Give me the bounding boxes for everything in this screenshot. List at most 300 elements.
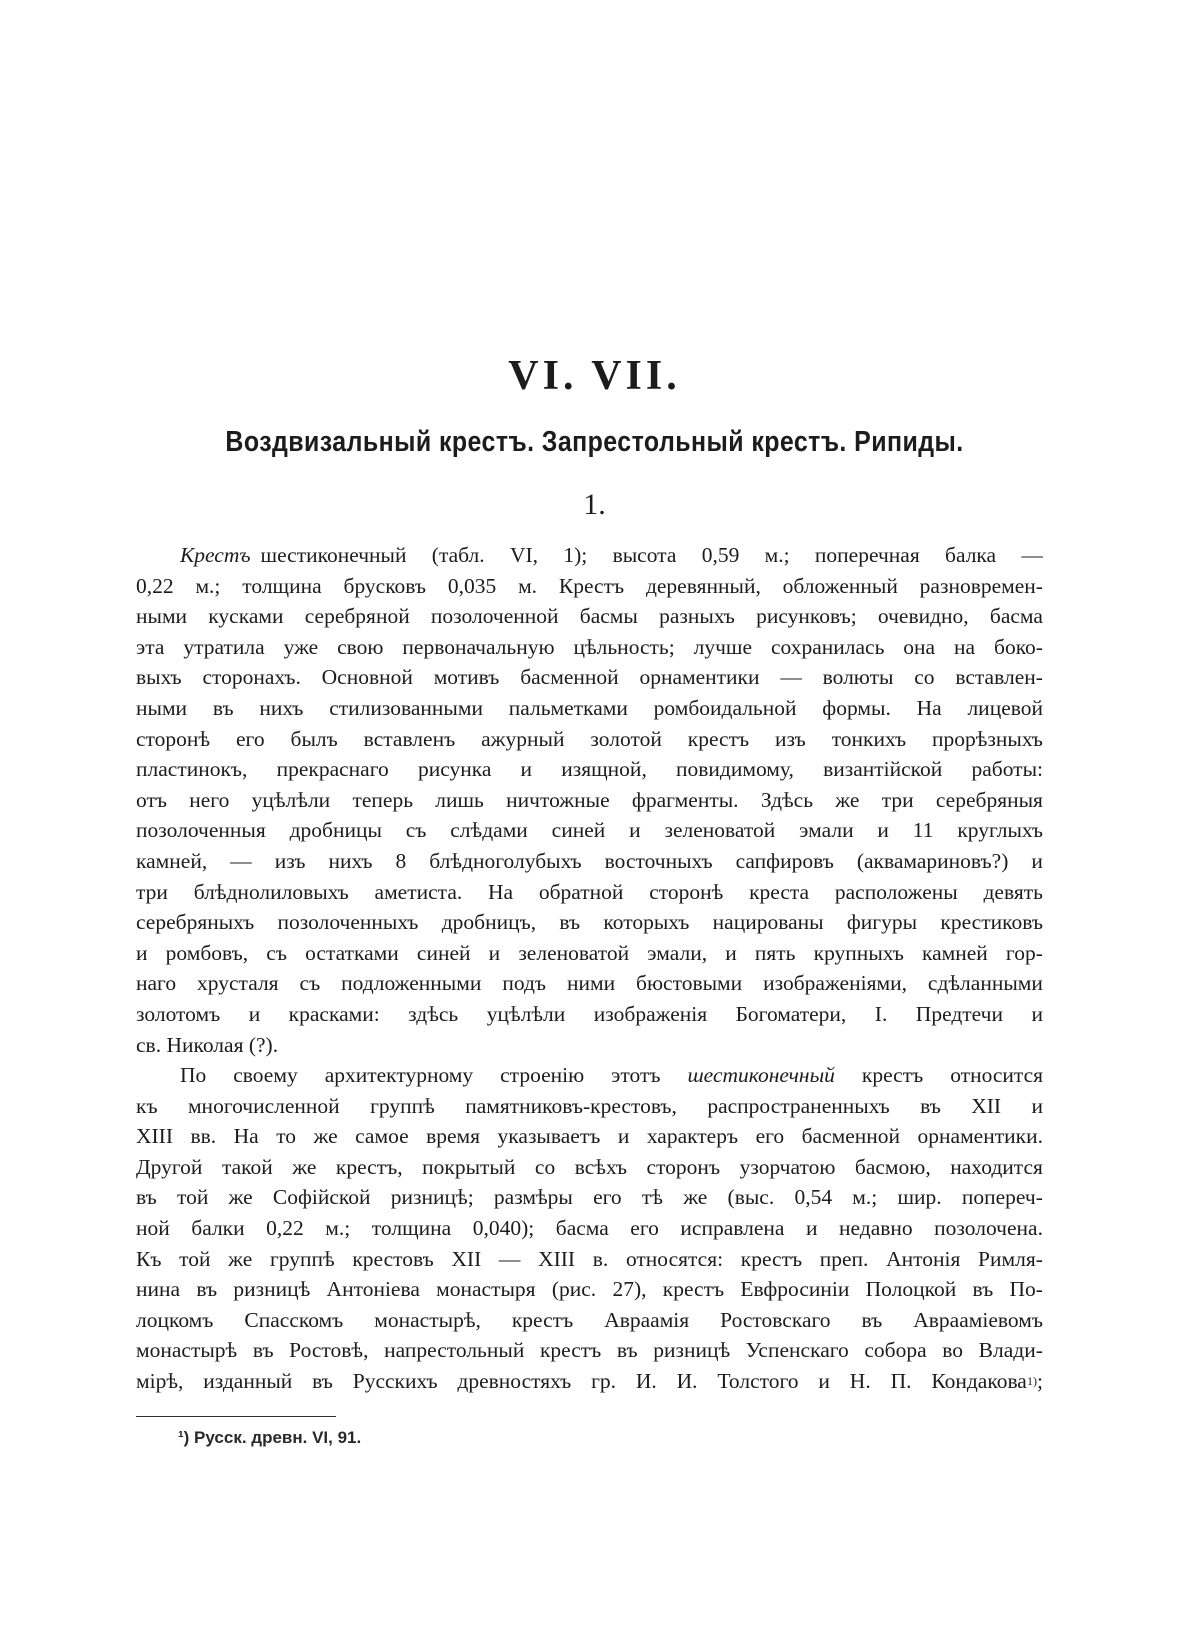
word: въ [861,1307,883,1332]
word: размѣры [493,1185,573,1210]
word: съ [266,940,287,965]
text-line [136,1121,1043,1152]
word: крупныхъ [813,940,904,965]
word: басменной [801,1124,901,1149]
word: 0,035 [447,573,497,598]
word: характеръ [646,1124,739,1149]
word: всѣхъ [574,1154,628,1179]
word: 0,040); [472,1216,535,1241]
text-line [136,632,1043,663]
word: и [248,1001,261,1026]
text-line [136,1244,1043,1275]
word: монастырѣ, [374,1307,481,1332]
word: изъ [274,848,306,873]
word: съ [299,971,321,996]
footnote: ¹) Русск. древн. VI, 91. [178,1428,362,1447]
word: относится [950,1063,1043,1088]
text-line [136,999,1043,1030]
word: блѣднолиловыхъ [193,879,349,904]
word: На [916,695,942,720]
word: кусками [208,604,284,629]
word: 27), [612,1277,647,1302]
word: Русскихъ [352,1369,438,1394]
word: пальметками [508,695,628,720]
word: вставлен- [955,665,1043,690]
word: серебряныхъ [136,910,255,935]
word: 0,59 [701,543,740,567]
text-line [136,1366,1043,1397]
word: въ [136,1185,157,1210]
text-line [136,1305,1043,1336]
word: нихъ [328,848,373,873]
word: памятниковъ-крестовъ, [465,1093,677,1118]
word: камней, [136,848,208,873]
word: 0,22 [266,1216,304,1241]
word: былъ [290,726,338,751]
text-line [136,907,1043,938]
word: утратила [183,634,265,659]
word: свою [337,634,384,659]
text-line [136,1152,1043,1183]
text-line [136,1335,1043,1366]
line-end: ; [1037,1369,1043,1394]
word: она [903,634,936,659]
word: ными [136,604,188,629]
word: позолоченныя [136,818,266,843]
word: этотъ [611,1063,661,1088]
word: Крестъ [558,573,625,598]
text-line [136,724,1043,755]
word: И. [635,1369,657,1394]
body-text [136,540,1043,1397]
word: лицевой [967,695,1043,720]
word: и [629,818,641,843]
word: въ [616,1338,638,1363]
word: самое [355,1124,409,1149]
word: сторонахъ. [202,665,301,690]
word: басмою, [854,1154,931,1179]
word: покрытый [422,1154,516,1179]
word: ромбовъ, [165,940,249,965]
word: и [877,818,889,843]
word: Римля- [978,1246,1043,1271]
word: въ [559,910,581,935]
word: 8 [395,848,407,873]
word: со [534,1154,556,1179]
word: сохранилась [770,634,885,659]
word: Авраамiевомъ [913,1307,1043,1332]
word: здѣсь [408,1001,459,1026]
word: въ [312,1369,333,1394]
word: ризницѣ [233,1277,311,1302]
word: дробницы [289,818,382,843]
emphasized-word: шестиконечный [687,1063,835,1088]
word: рисунковъ; [756,604,857,629]
word: восточныхъ [604,848,713,873]
word: той [176,1185,209,1210]
word: деревянный, [645,573,761,598]
word: которыхъ [603,910,690,935]
word: зеленоватой [518,940,630,965]
word: него [189,787,230,812]
word: синей [416,940,471,965]
word: и [1031,1001,1043,1026]
word: аметиста. [374,879,463,904]
word: и [818,1369,830,1394]
word: XII [971,1093,1002,1118]
word: три [881,787,914,812]
word: серебряной [304,604,410,629]
word: По [180,1063,207,1088]
word: той [179,1246,211,1271]
word: время [426,1124,481,1149]
word: попереч- [961,1185,1043,1210]
word: I. [874,1001,888,1026]
word: крестъ [662,1277,725,1302]
text-line [136,1213,1043,1244]
word: эта [136,634,165,659]
word: первоначальную [402,634,555,659]
word: строенію [500,1063,585,1088]
text-line [136,968,1043,999]
word: ризницѣ; [390,1185,474,1210]
footnote-divider [136,1416,336,1417]
word: въ [972,1277,994,1302]
word: крестиковъ [940,910,1043,935]
word: (аквамариновъ?) [856,848,1009,873]
word: мотивъ [433,665,500,690]
word: остатками [305,940,399,965]
word: гор- [1005,940,1043,965]
word: золотой [590,726,662,751]
word: басма [555,1216,609,1241]
word: шир. [897,1185,942,1210]
word: и [136,940,148,965]
text-line-rest [261,540,1043,571]
word: же [228,1246,253,1271]
word: нихъ [259,695,304,720]
word: П. [890,1369,912,1394]
word: изображенія [593,1001,708,1026]
text-line [136,877,1043,908]
word: сторонъ [646,1154,721,1179]
word: зеленоватой [664,818,776,843]
word: группѣ [370,1093,435,1118]
word: крестовъ [352,1246,434,1271]
word: въ [920,1093,941,1118]
word: боко- [994,634,1043,659]
word: стилизованными [329,695,483,720]
word: такой [221,1154,273,1179]
word: басмы [579,604,638,629]
word: и [805,1216,818,1241]
text-line [136,1060,1043,1091]
word: и [520,757,533,782]
word: крестъ [539,1338,602,1363]
word: м.; [764,543,790,567]
word: со [914,665,935,690]
word: исправлена [680,1216,785,1241]
word: золотомъ [136,1001,221,1026]
word: группѣ [269,1246,335,1271]
word: обложенный [782,573,898,598]
text-line [136,540,1043,571]
word: поперечная [814,543,920,567]
word: Ростовѣ, [289,1338,369,1363]
word: монастыря [436,1277,536,1302]
word: лучше [693,634,753,659]
word: позолочена. [934,1216,1043,1241]
word: уцѣлѣли [486,1001,566,1026]
word: м.; [852,1185,878,1210]
word: брусковъ [343,573,427,598]
word: отъ [136,787,167,812]
word: крестъ [861,1063,924,1088]
word: сдѣланными [927,971,1043,996]
section-number: 1. [583,488,606,521]
text-line [136,1274,1043,1305]
word: м. [518,573,538,598]
word: уцѣлѣли [251,787,331,812]
word: синей [551,818,606,843]
word: ной [136,1216,170,1241]
word: три [136,879,168,904]
word: выхъ [136,665,182,690]
text-line [136,693,1043,724]
text-line [136,938,1043,969]
word: красками: [288,1001,380,1026]
word: пластинокъ, [136,757,248,782]
word: разновремен- [919,573,1043,598]
word: нацированы [712,910,824,935]
word: цѣльность; [573,634,675,659]
word: Къ [136,1246,162,1271]
text-line [136,815,1043,846]
word: Основной [321,665,413,690]
word: теперь [352,787,413,812]
text-line [136,1182,1043,1213]
word: въ [252,1338,274,1363]
word: и [1031,848,1043,873]
word: очевидно, [877,604,969,629]
word: XII [451,1246,482,1271]
word: прорѣзныхъ [931,726,1043,751]
word: узорчатою [739,1154,836,1179]
word: И. [676,1369,698,1394]
word: изображеніями, [763,971,907,996]
word: относятся: [625,1246,724,1271]
word: VI, [509,543,539,567]
word: монастырѣ [136,1338,238,1363]
word: м.; [195,573,221,598]
word: тѣ [641,1185,663,1210]
word: 0,22 [136,573,174,598]
word: Софійской [272,1185,371,1210]
word: распространенныхъ [707,1093,890,1118]
word: толщина [371,1216,452,1241]
word: фрагменты. [631,787,739,812]
word: въ [196,1277,218,1302]
word: гр. [591,1369,617,1394]
text-line [136,662,1043,693]
word: разныхъ [659,604,735,629]
word: высота [612,543,677,567]
word: преп. [819,1246,869,1271]
word: На [233,1124,259,1149]
word: тонкихъ [831,726,907,751]
word: На [488,879,514,904]
word: Полоцкой [865,1277,957,1302]
word: рисунка [417,757,492,782]
word: лоцкомъ [136,1307,214,1332]
word: орнаментики. [917,1124,1043,1149]
word: бюстовыми [636,971,743,996]
word: толщина [242,573,322,598]
word: нина [136,1277,181,1302]
word: хрусталя [197,971,279,996]
line-text [261,540,1043,571]
word: въ [212,695,234,720]
word: фигуры [846,910,918,935]
word: находится [950,1154,1043,1179]
word: орнаментики [639,665,760,690]
word: архитектурному [324,1063,474,1088]
word: круглыхъ [957,818,1043,843]
word: сапфировъ [735,848,834,873]
word: вв. [190,1124,217,1149]
word: Авраамія [604,1307,690,1332]
text-line [136,785,1043,816]
word: крестъ [740,1246,803,1271]
word: эмали [799,818,854,843]
word: 0,54 [794,1185,833,1210]
word: прекраснаго [276,757,389,782]
word: же [313,1124,338,1149]
word: его [755,1124,785,1149]
word: напрестольный [384,1338,525,1363]
word: Н. [849,1369,871,1394]
word: 11 [912,818,934,843]
word: басма [989,604,1043,629]
word: Евфросиніи [740,1277,850,1302]
text-line [136,571,1043,602]
chapter-title: Воздвизальный крестъ. Запрестольный крестъ. Рипиды. [225,426,964,458]
word: ажурный [481,726,565,751]
word: подъ [502,971,547,996]
word: указываетъ [497,1124,601,1149]
word: серебряныя [935,787,1043,812]
word: — [780,665,802,690]
word: Ростовскаго [720,1307,831,1332]
word: то [276,1124,297,1149]
text-line: св. Николая (?). [136,1032,279,1057]
word: девять [983,879,1043,904]
word: Толстого [717,1369,799,1394]
word: креста [749,879,810,904]
word: балка [945,543,997,567]
word: (рис. [551,1277,597,1302]
word: византійской [823,757,943,782]
word: собора [864,1338,927,1363]
word: — [230,848,252,873]
word: вставленъ [363,726,456,751]
word: сторонѣ [136,726,211,751]
word: же [292,1154,317,1179]
word: Другой [136,1154,203,1179]
word: басменной [520,665,619,690]
word: Влади- [978,1338,1043,1363]
word: м.; [325,1216,351,1241]
footnote-marker: 1) [1027,1374,1038,1389]
word: шестиконечный [260,543,407,567]
word: слѣдами [450,818,528,843]
word: сторонѣ [649,879,724,904]
word: на [954,634,976,659]
word: расположены [834,879,958,904]
word: многочисленной [187,1093,340,1118]
word: — [498,1246,521,1271]
word: работы: [971,757,1043,782]
word: XIII [136,1124,174,1149]
word: эмали, [647,940,708,965]
word: ризницѣ [653,1338,731,1363]
word: По- [1009,1277,1043,1302]
text-line [136,846,1043,877]
word: же [683,1185,708,1210]
word: ными [136,695,188,720]
word: древностяхъ [457,1369,572,1394]
chapter-number: VI. VII. [508,353,681,399]
word: ромбоидальной [653,695,797,720]
word: крестъ, [335,1154,403,1179]
word: Предтечи [915,1001,1003,1026]
text-line [136,754,1043,785]
word: же [228,1185,253,1210]
word: лишь [435,787,484,812]
word: волюты [822,665,894,690]
word: недавно [838,1216,913,1241]
word: в. [592,1246,609,1271]
word: (выс. [727,1185,775,1210]
word: Антоніева [326,1277,420,1302]
word: и [1031,1093,1043,1118]
word: дробницъ, [441,910,537,935]
word: крестъ [687,726,750,751]
word: повидимому, [676,757,794,782]
word: его [593,1185,622,1210]
word: обратной [538,879,624,904]
word: его [236,726,265,751]
word: изящной, [561,757,647,782]
word: камней [921,940,988,965]
text-line [136,1091,1043,1122]
word: своему [233,1063,298,1088]
word: ними [566,971,616,996]
word: — [1021,543,1043,567]
text-line [136,601,1043,632]
word: съ [405,818,427,843]
word: (табл. [431,543,485,567]
line-text [136,1366,1027,1397]
word: формы. [822,695,891,720]
word: блѣдноголубыхъ [429,848,582,873]
word: балки [191,1216,245,1241]
word: изъ [775,726,806,751]
word: во [942,1338,964,1363]
word: и [725,940,737,965]
word: изданный [203,1369,293,1394]
word: Богоматери, [735,1001,847,1026]
